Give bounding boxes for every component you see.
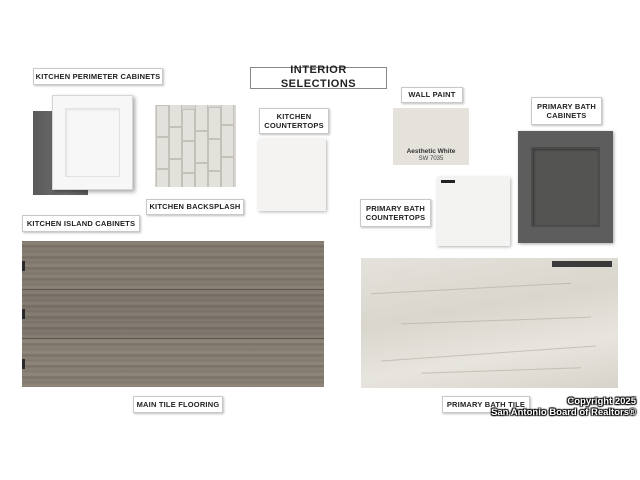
primary-bath-cabinets-label-line2: CABINETS xyxy=(546,111,587,120)
main-tile-flooring-label: MAIN TILE FLOORING xyxy=(133,396,223,413)
cabinet-door-panel xyxy=(531,147,600,227)
kitchen-countertop-swatch xyxy=(258,139,326,211)
kitchen-perimeter-cabinet-swatch xyxy=(52,95,133,190)
primary-bath-countertops-label-line1: PRIMARY BATH xyxy=(366,203,425,213)
kitchen-countertops-label xyxy=(259,108,329,134)
paint-color-name: Aesthetic White xyxy=(406,148,456,155)
primary-bath-tile-swatch xyxy=(361,258,618,388)
main-tile-flooring-swatch xyxy=(22,241,324,387)
primary-bath-countertops-label-line2: COUNTERTOPS xyxy=(365,213,426,222)
page-title: INTERIOR SELECTIONS xyxy=(250,67,387,89)
kitchen-countertops-label-line1: KITCHEN xyxy=(276,111,312,121)
primary-bath-countertops-label xyxy=(360,199,431,227)
kitchen-backsplash-swatch xyxy=(155,105,236,187)
sample-tag xyxy=(441,180,455,183)
paint-color-code: SW 7035 xyxy=(418,156,444,162)
wall-paint-label: WALL PAINT xyxy=(401,87,463,103)
primary-bath-cabinets-label-line1: PRIMARY BATH xyxy=(537,101,596,111)
kitchen-perimeter-cabinets-label: KITCHEN PERIMETER CABINETS xyxy=(33,68,163,85)
kitchen-backsplash-label: KITCHEN BACKSPLASH xyxy=(146,199,244,215)
primary-bath-cabinet-swatch xyxy=(518,131,613,243)
copyright-line2: San Antonio Board of Realtors® xyxy=(491,407,636,419)
kitchen-island-cabinets-label: KITCHEN ISLAND CABINETS xyxy=(22,215,140,232)
primary-bath-countertop-swatch xyxy=(437,177,510,246)
copyright-watermark xyxy=(491,396,636,419)
copyright-line1: Copyright 2025 xyxy=(567,396,636,407)
primary-bath-cabinets-label xyxy=(531,97,602,125)
sample-tag xyxy=(552,261,612,267)
kitchen-countertops-label-line2: COUNTERTOPS xyxy=(264,121,324,130)
primary-bath-tile-label: PRIMARY BATH TILE xyxy=(442,396,530,413)
cabinet-door-panel xyxy=(65,108,120,177)
wall-paint-swatch xyxy=(393,108,469,165)
